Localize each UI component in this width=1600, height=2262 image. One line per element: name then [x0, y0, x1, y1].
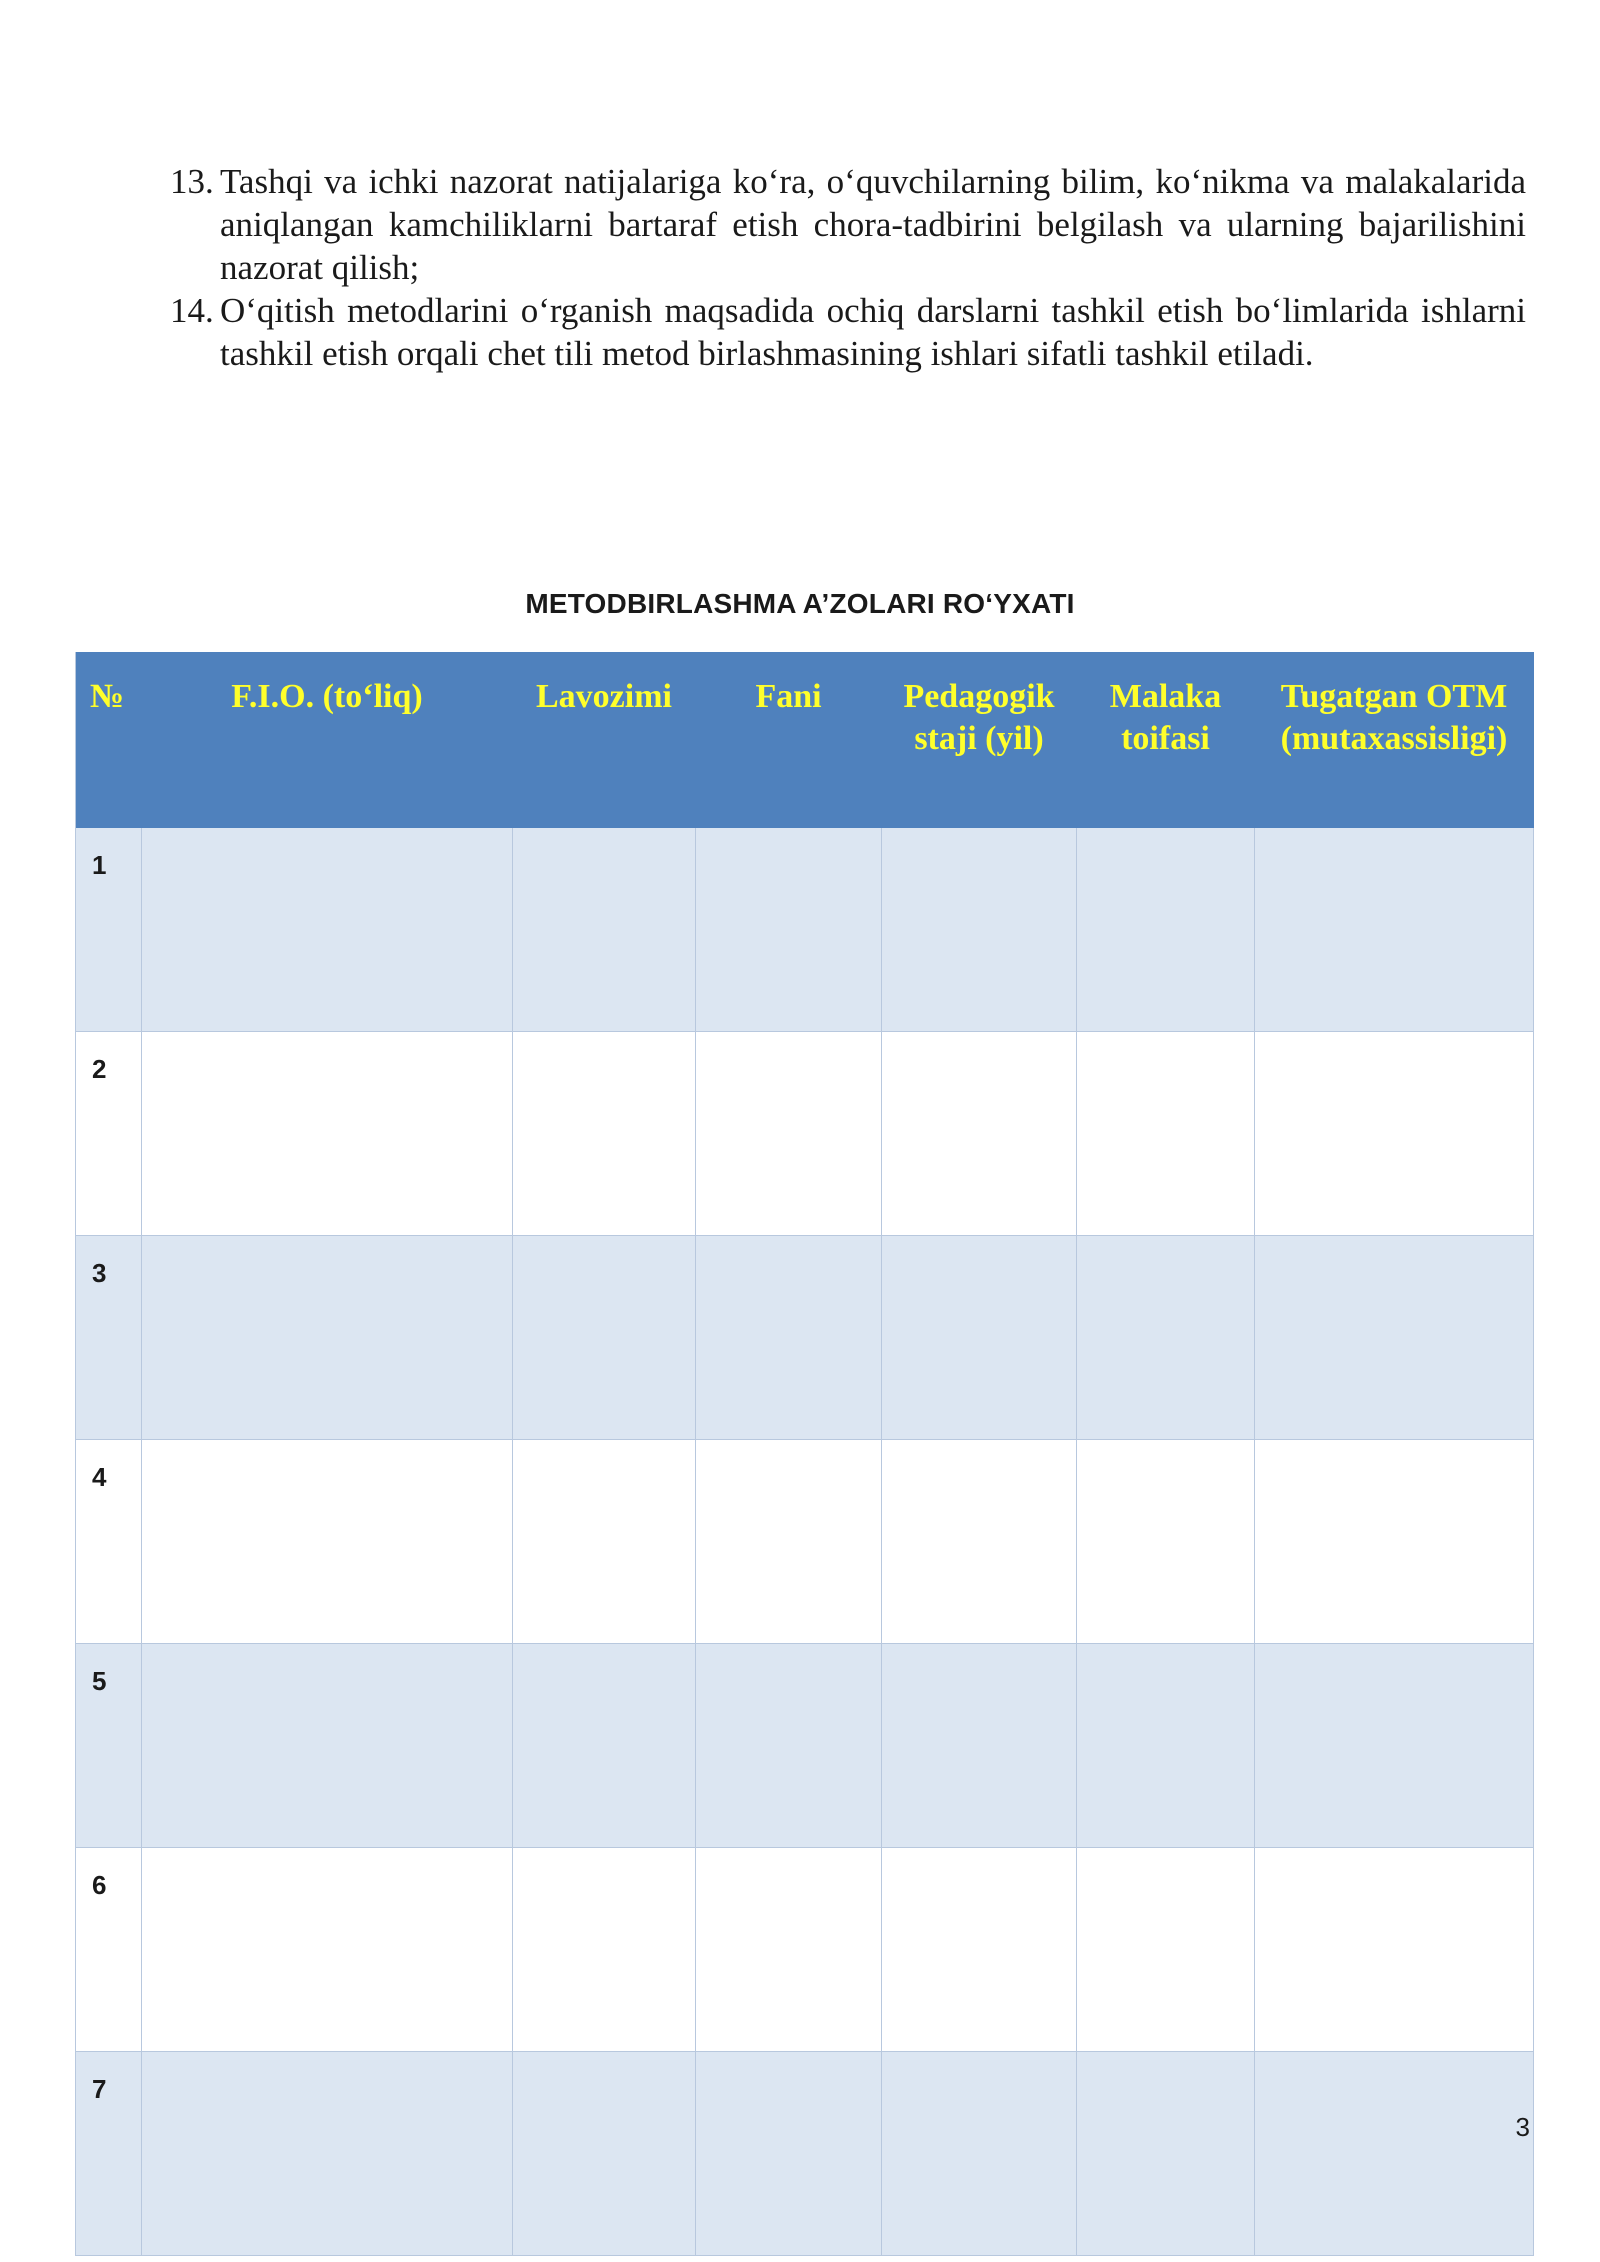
table-row [76, 1848, 1534, 2052]
list-item-text: O‘qitish metodlarini o‘rganish maqsadida ochiq darslarni tashkil etish bo‘limlarida ishlarni tashkil etish orqali chet tili metod birlashmasining ishlari sifatli tashkil etiladi. [220, 291, 1526, 373]
subject-cell[interactable] [696, 1848, 882, 2052]
table-row [76, 828, 1534, 1032]
column-header-fullname: F.I.O. (to‘liq) [142, 652, 513, 828]
category-cell[interactable] [1077, 1032, 1255, 1236]
experience-cell[interactable] [882, 828, 1077, 1032]
table-row [76, 1440, 1534, 1644]
table-row [76, 2052, 1534, 2256]
column-header-experience: Pedagogik staji (yil) [882, 652, 1077, 828]
position-cell[interactable] [513, 1236, 696, 1440]
experience-cell[interactable] [882, 1236, 1077, 1440]
position-cell[interactable] [513, 828, 696, 1032]
university-cell[interactable] [1255, 828, 1534, 1032]
row-number: 4 [76, 1440, 142, 1644]
subject-cell[interactable] [696, 1644, 882, 1848]
category-cell[interactable] [1077, 2052, 1255, 2256]
university-cell[interactable] [1255, 1032, 1534, 1236]
position-cell[interactable] [513, 1032, 696, 1236]
experience-cell[interactable] [882, 2052, 1077, 2256]
fullname-cell[interactable] [142, 1440, 513, 1644]
category-cell[interactable] [1077, 1236, 1255, 1440]
subject-cell[interactable] [696, 1440, 882, 1644]
university-cell[interactable] [1255, 2052, 1534, 2256]
row-number: 5 [76, 1644, 142, 1848]
row-number: 3 [76, 1236, 142, 1440]
category-cell[interactable] [1077, 1848, 1255, 2052]
experience-cell[interactable] [882, 1032, 1077, 1236]
position-cell[interactable] [513, 1848, 696, 2052]
university-cell[interactable] [1255, 1644, 1534, 1848]
fullname-cell[interactable] [142, 2052, 513, 2256]
column-header-number: № [76, 652, 142, 828]
subject-cell[interactable] [696, 1032, 882, 1236]
table-header-row [76, 652, 1534, 828]
table-row [76, 1032, 1534, 1236]
page-number: 3 [1515, 2112, 1530, 2142]
row-number: 6 [76, 1848, 142, 2052]
subject-cell[interactable] [696, 2052, 882, 2256]
fullname-cell[interactable] [142, 1032, 513, 1236]
column-header-position: Lavozimi [513, 652, 696, 828]
fullname-cell[interactable] [142, 1236, 513, 1440]
position-cell[interactable] [513, 1644, 696, 1848]
position-cell[interactable] [513, 2052, 696, 2256]
table-row [76, 1236, 1534, 1440]
university-cell[interactable] [1255, 1848, 1534, 2052]
column-header-category: Malaka toifasi [1077, 652, 1255, 828]
table-row [76, 1644, 1534, 1848]
table-title: METODBIRLASHMA A’ZOLARI RO‘YXATI [525, 588, 1075, 619]
column-header-subject: Fani [696, 652, 882, 828]
experience-cell[interactable] [882, 1848, 1077, 2052]
row-number: 7 [76, 2052, 142, 2256]
university-cell[interactable] [1255, 1440, 1534, 1644]
university-cell[interactable] [1255, 1236, 1534, 1440]
fullname-cell[interactable] [142, 1644, 513, 1848]
list-item-text: Tashqi va ichki nazorat natijalariga ko‘ra, o‘quvchilarning bilim, ko‘nikma va malakalarida aniqlangan kamchiliklarni bartaraf etish chora-tadbirini belgilash va ularning bajarilishini nazorat qilish; [220, 162, 1526, 287]
subject-cell[interactable] [696, 1236, 882, 1440]
column-header-university: Tugatgan OTM (mutaxassisligi) [1255, 652, 1534, 828]
category-cell[interactable] [1077, 1440, 1255, 1644]
fullname-cell[interactable] [142, 828, 513, 1032]
subject-cell[interactable] [696, 828, 882, 1032]
row-number: 2 [76, 1032, 142, 1236]
numbered-list [170, 160, 1526, 375]
category-cell[interactable] [1077, 1644, 1255, 1848]
position-cell[interactable] [513, 1440, 696, 1644]
category-cell[interactable] [1077, 828, 1255, 1032]
list-item [170, 289, 1526, 375]
experience-cell[interactable] [882, 1644, 1077, 1848]
list-item [170, 160, 1526, 289]
list-item-number: 13. [170, 162, 214, 201]
experience-cell[interactable] [882, 1440, 1077, 1644]
list-item-number: 14. [170, 291, 214, 330]
row-number: 1 [76, 828, 142, 1032]
members-table [75, 652, 1534, 2256]
fullname-cell[interactable] [142, 1848, 513, 2052]
